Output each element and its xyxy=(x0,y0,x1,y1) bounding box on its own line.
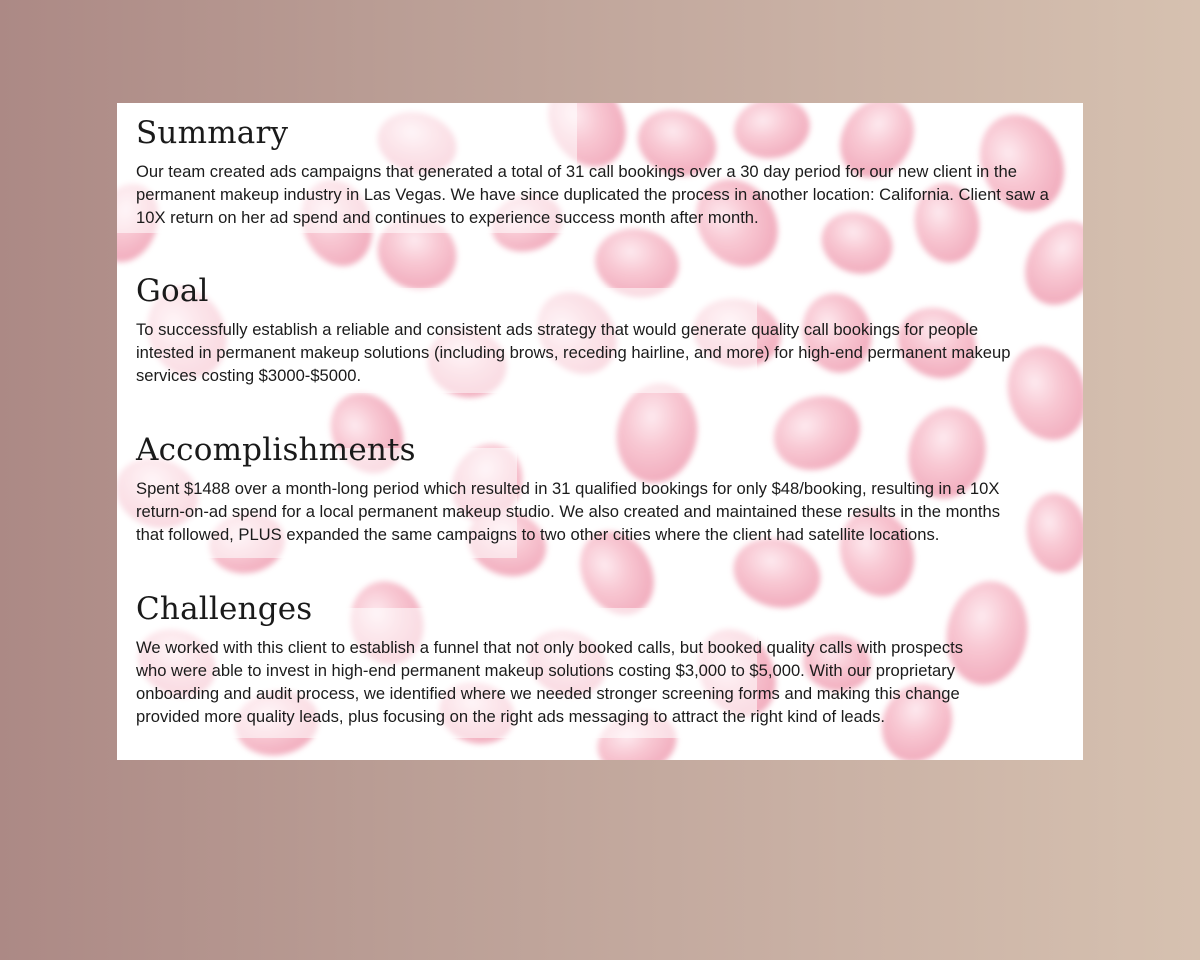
goal-section xyxy=(136,271,1056,387)
accomplishments-heading: Accomplishments xyxy=(136,432,416,468)
challenges-heading: Challenges xyxy=(136,591,313,627)
accomplishments-text: Spent $1488 over a month-long period which resulted in 31 qualified bookings for only $48/booking, resulting in a 10X return-on-ad spend for a local permanent makeup studio. We also created and maintained these results in the months that followed, PLUS expanded the same campaigns to two other cities where the client had satellite locations. xyxy=(136,479,1000,544)
goal-heading: Goal xyxy=(136,273,209,309)
goal-text: To successfully establish a reliable and consistent ads strategy that would generate quality call bookings for people intested in permanent makeup solutions (including brows, receding hairline, and more) for high-end permanent makeup services costing $3000-$5000. xyxy=(136,320,1011,385)
challenges-text: We worked with this client to establish a funnel that not only booked calls, but booked quality calls with prospects who were able to invest in high-end permanent makeup solutions costing $3,000 to $5,000. With our proprietary onboarding and audit process, we identified where we needed stronger screening forms and making this change provided more quality leads, plus focusing on the right ads messaging to attract the right kind of leads. xyxy=(136,638,964,726)
summary-text: Our team created ads campaigns that generated a total of 31 call bookings over a 30 day period for our new client in the permanent makeup industry in Las Vegas. We have since duplicated the process in another location: California. Client saw a 10X return on her ad spend and continues to experience success month after month. xyxy=(136,162,1049,227)
summary-section xyxy=(136,113,1056,229)
case-study-card xyxy=(117,103,1083,760)
accomplishments-section xyxy=(136,430,1056,546)
challenges-section xyxy=(136,589,1056,728)
summary-heading: Summary xyxy=(136,115,289,151)
